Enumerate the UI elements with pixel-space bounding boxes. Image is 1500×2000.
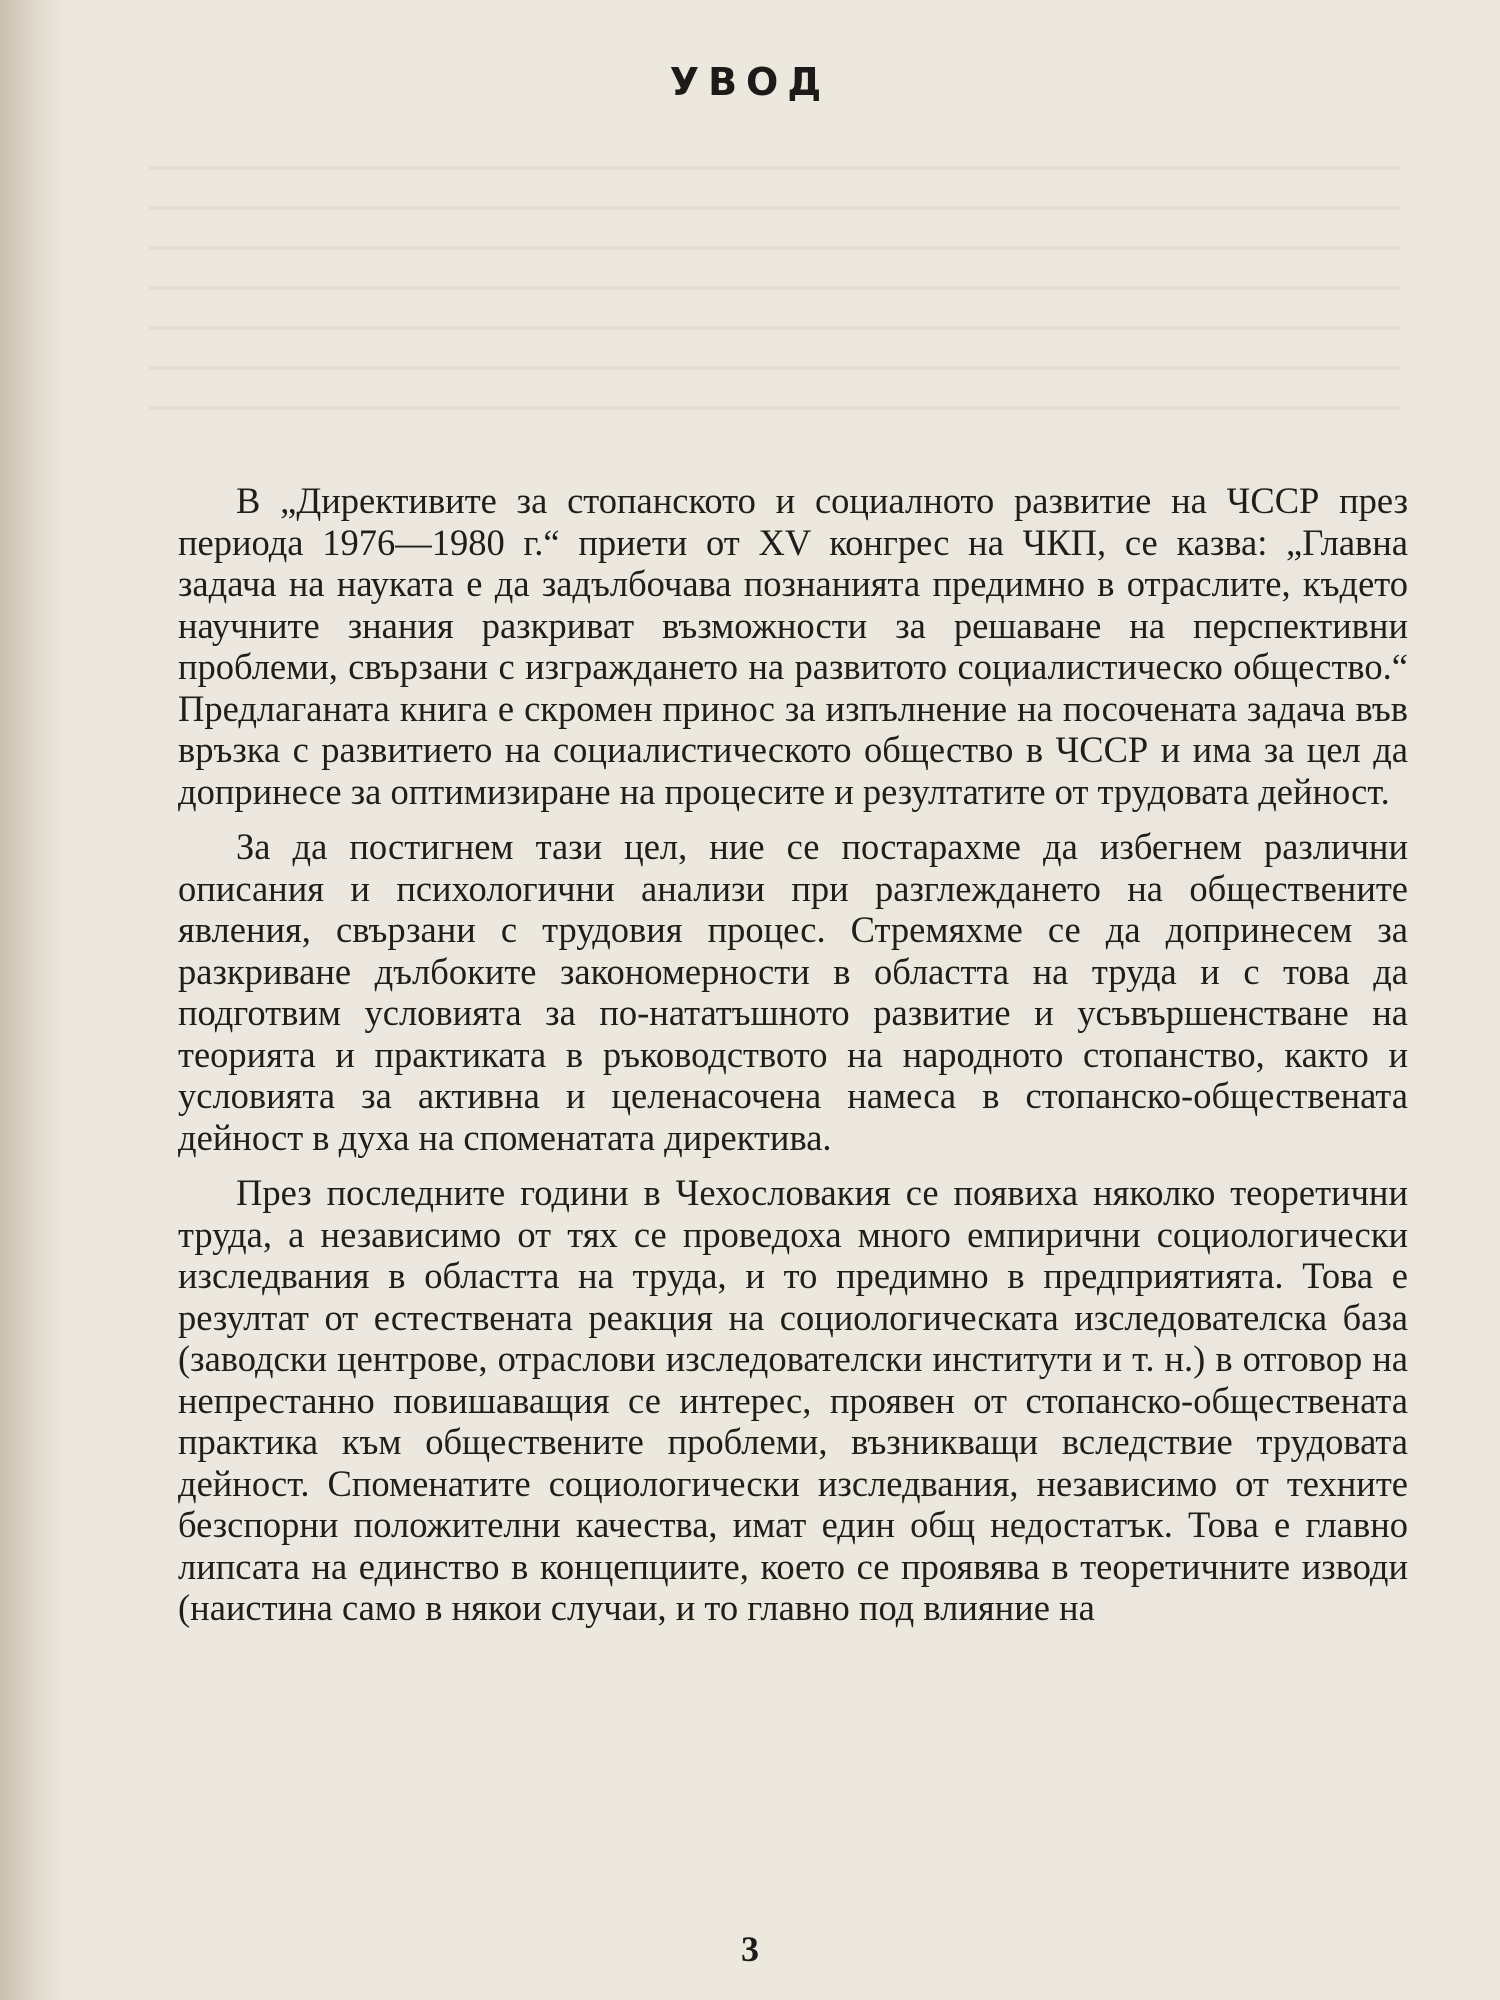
- show-through-text: [150, 130, 1400, 430]
- paragraph-3: През последните години в Чехословакия се появиха няколко теоретични труда, а независимо от тях се проведоха много емпирични социологически изследвания в областта на труда, и то предимно в предприятията. Това е резултат от естествената реакция на социологическата изследователска база (заводски центрове, отраслови изследователски институти и т. н.) в отговор на непрестанно повишаващия се интерес, проявен от стопанско-обществената практика към обществените проблеми, възникващи вследствие трудовата дейност. Споменатите социологически изследвания, независимо от техните безспорни положителни качества, имат един общ недостатък. Това е главно липсата на единство в концепциите, което се проявява в теоретичните изводи (наистина само в някои случаи, и то главно под влияние на: [178, 1172, 1408, 1628]
- body-text: [178, 480, 1408, 1643]
- paragraph-2: За да постигнем тази цел, ние се постарахме да избегнем различни описания и психологични анализи при разглеждането на обществените явления, свързани с трудовия процес. Стремяхме се да допринесем за разкриване дълбоките закономерности в областта на труда и с това да подготвим условията за по-нататъшното развитие и усъвършенстване на теорията и практиката в ръководството на народното стопанство, както и условията за активна и целенасочена намеса в стопанско-обществената дейност в духа на споменатата директива.: [178, 826, 1408, 1158]
- page-number: 3: [741, 1929, 759, 1969]
- paragraph-1: В „Директивите за стопанското и социалното развитие на ЧССР през периода 1976—1980 г.“ приети от XV конгрес на ЧКП, се казва: „Главна задача на науката е да задълбочава познанията предимно в отраслите, където научните знания разкриват възможности за решаване на перспективни проблеми, свързани с изграждането на развитото социалистическо общество.“ Предлаганата книга е скромен принос за изпълнение на посочената задача във връзка с развитието на социалистическото общество в ЧССР и има за цел да допринесе за оптимизиране на процесите и резултатите от трудовата дейност.: [178, 480, 1408, 812]
- book-spine-shadow: [0, 0, 62, 2000]
- page-title: УВОД: [669, 60, 831, 104]
